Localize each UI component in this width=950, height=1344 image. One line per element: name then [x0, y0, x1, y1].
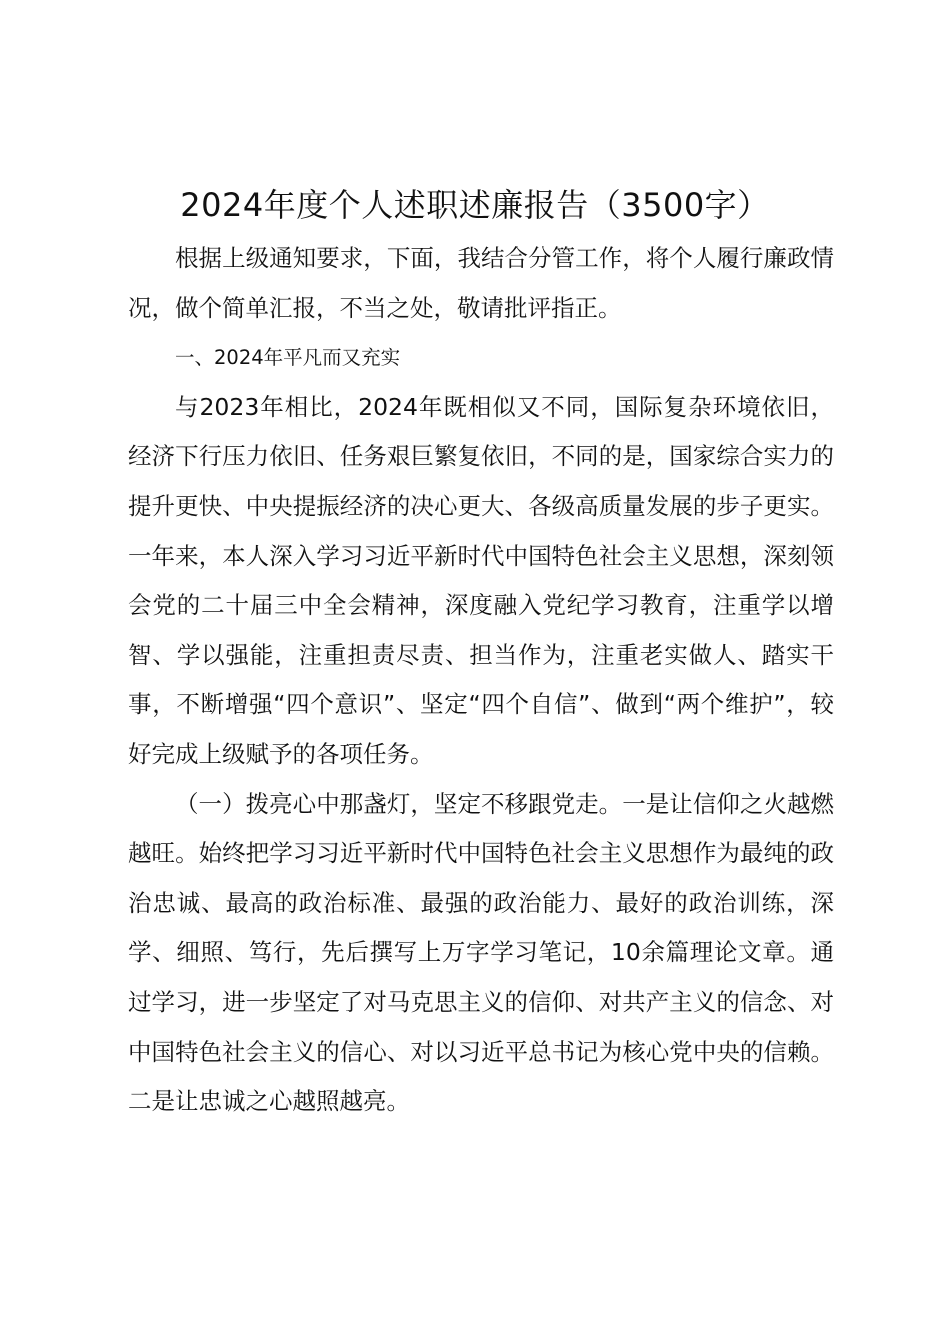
- intro-paragraph: 根据上级通知要求，下面，我结合分管工作，将个人履行廉政情况，做个简单汇报，不当之处，敬请批评指正。: [128, 244, 834, 322]
- body-paragraph: 与2023年相比，2024年既相似又不同，国际复杂环境依旧，经济下行压力依旧、任务艰巨繁复依旧，不同的是，国家综合实力的提升更快、中央提振经济的决心更大、各级高质量发展的步子更实。一年来，本人深入学习习近平新时代中国特色社会主义思想，深刻领会党的二十届三中全会精神，深度融入党纪学习教育，注重学以增智、学以强能，注重担责尽责、担当作为，注重老实做人、踏实干事，不断增强“四个意识”、坚定“四个自信”、做到“两个维护”，较好完成上级赋予的各项任务。: [128, 392, 834, 768]
- subsection-paragraph: （一）拨亮心中那盏灯，坚定不移跟党走。一是让信仰之火越燃越旺。始终把学习习近平新时代中国特色社会主义思想作为最纯的政治忠诚、最高的政治标准、最强的政治能力、最好的政治训练，深学、细照、笃行，先后撰写上万字学习笔记，10余篇理论文章。通过学习，进一步坚定了对马克思主义的信仰、对共产主义的信念、对中国特色社会主义的信心、对以习近平总书记为核心党中央的信赖。二是让忠诚之心越照越亮。: [128, 789, 834, 1116]
- section-heading: 一、2024年平凡而又充实: [175, 346, 401, 370]
- document-title: 2024年度个人述职述廉报告（3500字）: [180, 186, 770, 224]
- document-body: [128, 234, 834, 1127]
